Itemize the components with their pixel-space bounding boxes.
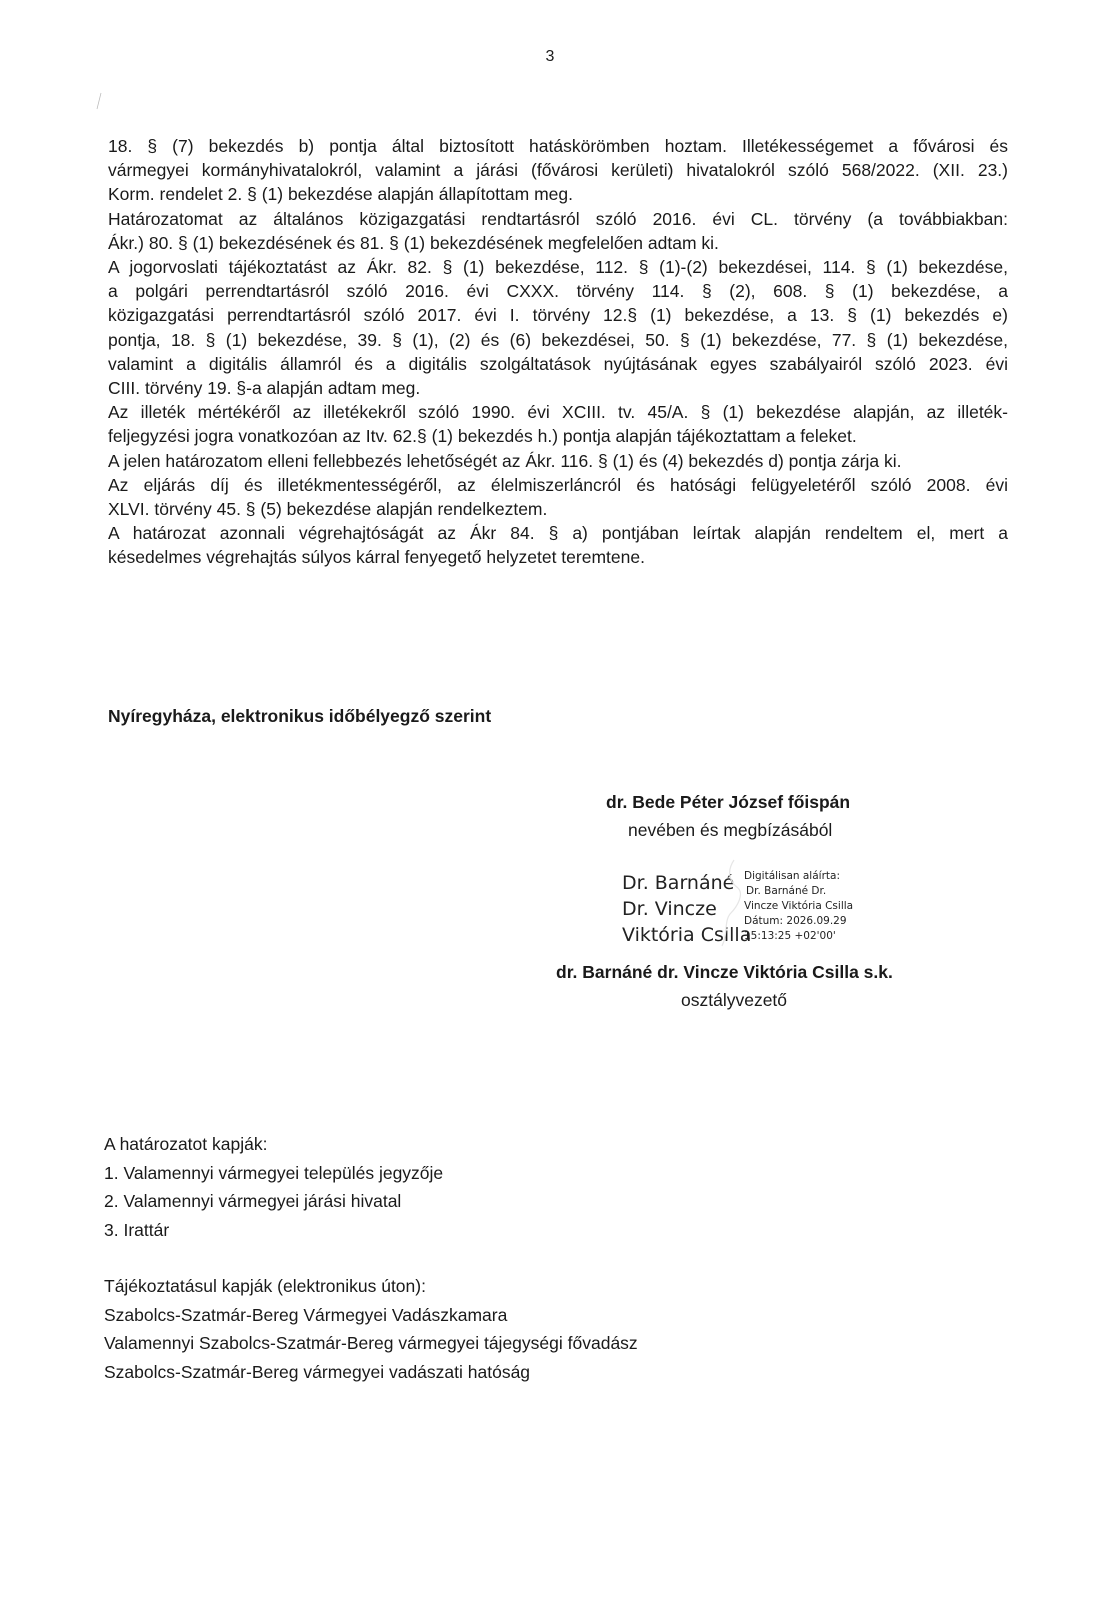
official-title: osztályvezető <box>681 990 788 1010</box>
e-signature-detail-line: Digitálisan aláírta: <box>744 870 840 882</box>
e-signature-detail-line: Dátum: 2026.09.29 <box>744 915 847 927</box>
signer-capacity: nevében és megbízásából <box>628 820 833 840</box>
body-line: Az eljárás díj és illetékmentességéről, az élelmiszerláncról és hatósági felügyeletéről szóló 2008. évi <box>108 474 1008 495</box>
body-line: Ákr.) 80. § (1) bekezdésének és 81. § (1) bekezdésének megfelelően adtam ki. <box>108 232 719 253</box>
body-line: Korm. rendelet 2. § (1) bekezdése alapján állapítottam meg. <box>108 184 573 205</box>
body-text <box>108 134 1008 570</box>
body-line: Az illeték mértékéről az illetékekről szóló 1990. évi XCIII. tv. 45/A. § (1) bekezdése alapján, az illeték- <box>108 402 1008 423</box>
e-signature-name-line: Viktória Csilla <box>622 924 752 946</box>
e-signature-detail-line: Vincze Viktória Csilla <box>744 900 854 912</box>
scan-mark <box>96 92 102 110</box>
body-line: feljegyzési jogra vonatkozóan az Itv. 62.§ (1) bekezdés h.) pontja alapján tájékoztattam a feleket. <box>108 426 857 447</box>
recipients-heading: A határozatot kapják: <box>104 1134 268 1154</box>
signature-stroke <box>708 858 748 948</box>
body-line: XLVI. törvény 45. § (5) bekezdése alapján rendelkeztem. <box>108 499 548 520</box>
body-line: 18. § (7) bekezdés b) pontja által biztosított hatáskörömben hoztam. Illetékességemet a fővárosi és <box>108 136 1008 156</box>
official-name: dr. Barnáné dr. Vincze Viktória Csilla s.k. <box>556 962 893 982</box>
body-line: A jelen határozatom elleni fellebbezés lehetőségét az Ákr. 116. § (1) és (4) bekezdés d) pontja zárja ki. <box>108 450 902 471</box>
body-line: valamint a digitális államról és a digitális szolgáltatások nyújtásának egyes szabályairól szóló 2023. évi <box>108 353 1008 374</box>
body-line: pontja, 18. § (1) bekezdése, 39. § (1), (2) és (6) bekezdései, 50. § (1) bekezdése, 77. § (1) bekezdése, <box>108 329 1008 350</box>
body-line: késedelmes végrehajtás súlyos kárral fenyegető helyzetet teremtene. <box>108 547 645 568</box>
body-line: A jogorvoslati tájékoztatást az Ákr. 82. § (1) bekezdése, 112. § (1)-(2) bekezdései, 114. § (1) bekezdése, <box>108 257 1008 278</box>
body-line: Határozatomat az általános közigazgatási rendtartásról szóló 2016. évi CL. törvény (a továbbiakban: <box>108 208 1008 229</box>
body-line: vármegyei kormányhivatalokról, valamint a járási (fővárosi kerületi) hivatalokról szóló 568/2022. (XII. 23.) <box>108 160 1008 181</box>
e-signature-details <box>744 869 853 944</box>
body-line: közigazgatási perrendtartásról szóló 2017. évi I. törvény 12.§ (1) bekezdése, a 13. § (1) bekezdés e) <box>108 305 1008 326</box>
list-item: Szabolcs-Szatmár-Bereg Vármegyei Vadászkamara <box>104 1304 508 1325</box>
list-item: 1. Valamennyi vármegyei település jegyzője <box>104 1162 444 1183</box>
list-item: 2. Valamennyi vármegyei járási hivatal <box>104 1191 402 1211</box>
body-line: A határozat azonnali végrehajtóságát az Ákr 84. § a) pontjában leírtak alapján rendeltem el, mert a <box>108 523 1008 544</box>
info-recipients-list <box>104 1272 638 1386</box>
e-signature-detail-line: 15:13:25 +02'00' <box>744 930 836 942</box>
list-item: Szabolcs-Szatmár-Bereg vármegyei vadászati hatóság <box>104 1361 531 1382</box>
list-item: Valamennyi Szabolcs-Szatmár-Bereg vármegyei tájegységi fővadász <box>104 1333 638 1353</box>
page-number: 3 <box>545 48 555 65</box>
signer-name: dr. Bede Péter József főispán <box>606 792 851 812</box>
place-date-line: Nyíregyháza, elektronikus időbélyegző szerint <box>108 706 492 726</box>
list-item: 3. Irattár <box>104 1219 170 1240</box>
body-line: CIII. törvény 19. §-a alapján adtam meg. <box>108 378 421 399</box>
recipients-list <box>104 1130 443 1244</box>
body-line: a polgári perrendtartásról szóló 2016. évi CXXX. törvény 114. § (2), 608. § (1) bekezdése, a <box>108 281 1008 302</box>
e-signature-name-line: Dr. Vincze <box>622 898 717 920</box>
e-signature-name-line: Dr. Barnáné <box>622 872 735 894</box>
e-signature-detail-line: Dr. Barnáné Dr. <box>746 885 827 897</box>
info-recipients-heading: Tájékoztatásul kapják (elektronikus úton): <box>104 1276 426 1296</box>
